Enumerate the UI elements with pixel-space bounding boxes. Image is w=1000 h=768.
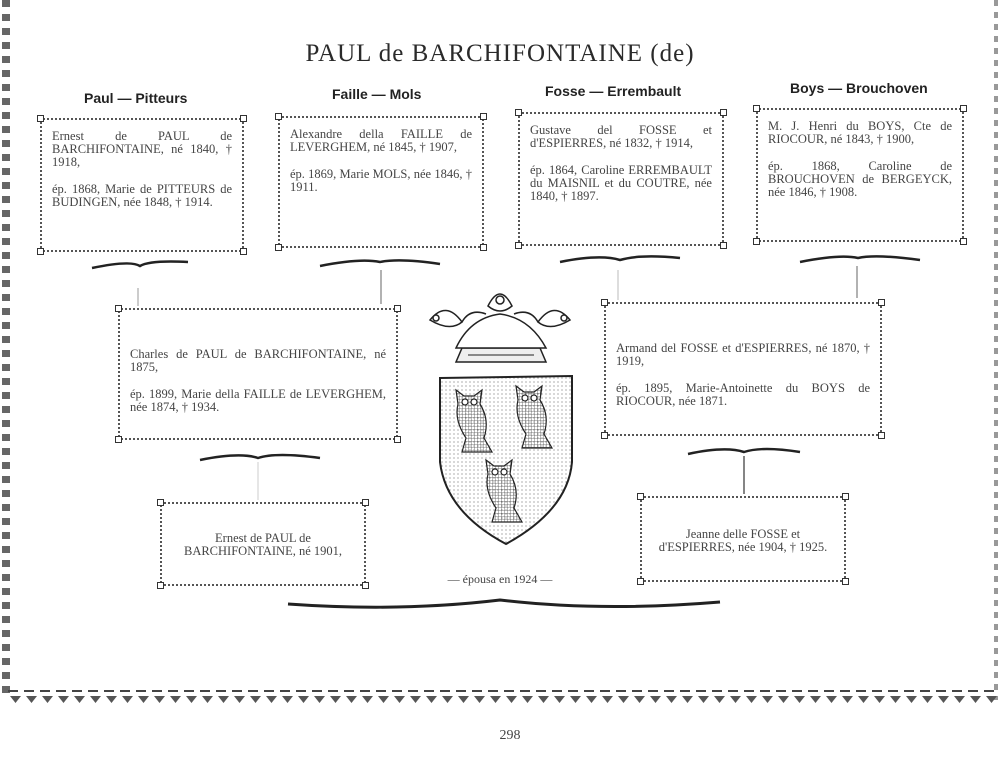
grandparent-person: Alexandre della FAILLE de LEVERGHEM, né 1845, † 1907, (290, 127, 472, 154)
child-person: Jeanne delle FOSSE et d'ESPIERRES, née 1904, † 1925. (658, 527, 828, 554)
family-label-faille-mols: Faille — Mols (332, 86, 422, 102)
child-person: Ernest de PAUL de BARCHIFONTAINE, né 1901, (183, 531, 343, 558)
family-label-boys-brouchoven: Boys — Brouchoven (790, 80, 928, 96)
parent-person: Charles de PAUL de BARCHIFONTAINE, né 1875, (130, 347, 386, 374)
family-label-fosse-errembault: Fosse — Errembault (545, 83, 682, 99)
married-note: — épousa en 1924 — (447, 572, 553, 586)
page-title: PAUL de BARCHIFONTAINE (de) (305, 40, 695, 67)
grandparent-person: Ernest de PAUL de BARCHIFONTAINE, né 1840, † 1918, (52, 129, 232, 169)
coronet-icon (430, 294, 570, 362)
grandparent-person: M. J. Henri du BOYS, Cte de RIOCOUR, né 1843, † 1900, (768, 119, 952, 146)
grandparent-marriage: ép. 1864, Caroline ERREMBAULT du MAISNIL et du COUTRE, née 1840, † 1897. (530, 163, 712, 203)
grandparent-marriage: ép. 1869, Marie MOLS, née 1846, † 1911. (290, 167, 472, 194)
parent-marriage: ép. 1895, Marie-Antoinette du BOYS de RIOCOUR, née 1871. (616, 381, 870, 408)
grandparent-marriage: ép. 1868, Marie de PITTEURS de BUDINGEN, née 1848, † 1914. (52, 182, 232, 209)
grandparent-marriage: ép. 1868, Caroline de BROUCHOVEN de BERGEYCK, née 1846, † 1908. (768, 159, 952, 199)
parent-person: Armand del FOSSE et d'ESPIERRES, né 1870, † 1919, (616, 341, 870, 368)
page-number: 298 (499, 728, 521, 743)
grandparent-person: Gustave del FOSSE et d'ESPIERRES, né 1832, † 1914, (530, 123, 712, 150)
parent-marriage: ép. 1899, Marie della FAILLE de LEVERGHEM, née 1874, † 1934. (130, 387, 386, 414)
family-label-paul-pitteurs: Paul — Pitteurs (84, 90, 188, 106)
